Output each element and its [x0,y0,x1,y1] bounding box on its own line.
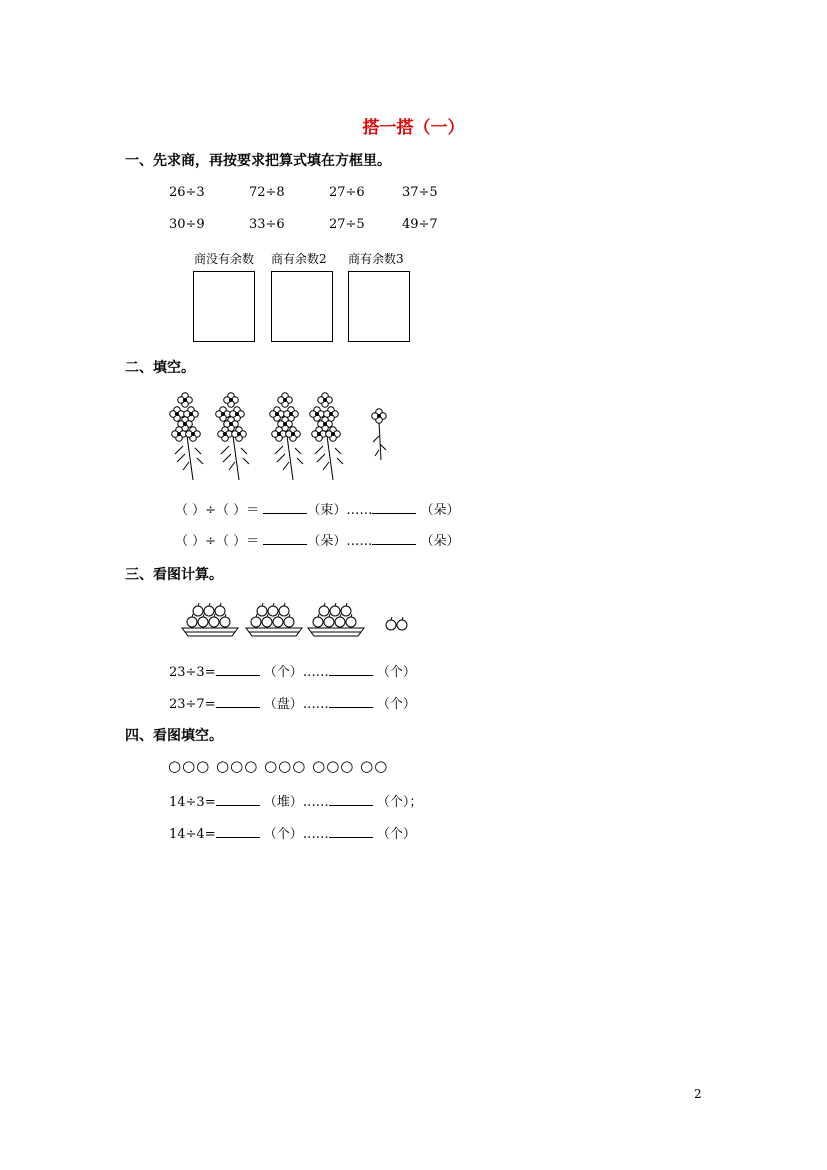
page-title: 搭一搭（一） [362,118,465,138]
answer-blank[interactable] [329,825,373,838]
answer-blank[interactable] [329,663,373,676]
unit-label: （个）； [376,795,423,810]
expression: 37÷5 [402,185,438,200]
equation: 23÷7= [169,697,216,712]
answer-blank[interactable] [216,663,260,676]
equation: 14÷3= [169,795,216,810]
flower-bunches-illustration [165,388,405,484]
section-3-heading: 三、看图计算。 [125,567,223,583]
equation: 14÷4= [169,827,216,842]
answer-box-remainder-3[interactable] [348,271,410,342]
expression: 27÷5 [329,217,365,232]
box-label-remainder-3: 商有余数3 [348,252,404,266]
expression: 26÷3 [169,185,205,200]
unit-label: （朵） [420,503,460,518]
unit-label: （个）…… [263,665,329,680]
answer-blank[interactable] [372,501,416,514]
answer-box-no-remainder[interactable] [193,271,255,342]
answer-blank[interactable] [329,793,373,806]
answer-blank[interactable] [216,695,260,708]
fill-line [175,530,459,549]
page-number: 2 [694,1087,702,1101]
answer-blank[interactable] [216,793,260,806]
expression: 30÷9 [169,217,205,232]
unit-label: （堆）…… [263,795,329,810]
answer-blank[interactable] [372,532,416,545]
unit-label: （个） [376,697,416,712]
expression: 33÷6 [249,217,285,232]
unit-label: （朵）…… [307,534,373,549]
expression-start: （ ）÷（ ）＝ [175,534,260,549]
unit-label: （盘）…… [263,697,329,712]
circle-groups: ○○○ ○○○ ○○○ ○○○ ○○ [168,757,389,775]
equation: 23÷3= [169,665,216,680]
unit-label: （束）…… [307,503,373,518]
fill-line [175,499,459,518]
box-label-no-remainder: 商没有余数 [194,252,255,266]
box-label-remainder-2: 商有余数2 [271,252,327,266]
fill-line [169,791,422,810]
expression: 72÷8 [249,185,285,200]
answer-blank[interactable] [263,501,307,514]
expression-start: （ ）÷（ ）＝ [175,503,260,518]
fill-line [169,693,416,712]
unit-label: （个） [376,665,416,680]
fill-line [169,823,416,842]
unit-label: （个） [376,827,416,842]
section-4-heading: 四、看图填空。 [125,728,223,744]
answer-box-remainder-2[interactable] [271,271,333,342]
expression: 49÷7 [402,217,438,232]
unit-label: （个）…… [263,827,329,842]
answer-blank[interactable] [329,695,373,708]
section-1-heading: 一、先求商，再按要求把算式填在方框里。 [125,153,391,169]
answer-blank[interactable] [216,825,260,838]
fill-line [169,661,416,680]
apple-plates-illustration [180,598,420,640]
section-2-heading: 二、填空。 [125,360,195,376]
expression: 27÷6 [329,185,365,200]
unit-label: （朵） [420,534,460,549]
answer-blank[interactable] [263,532,307,545]
